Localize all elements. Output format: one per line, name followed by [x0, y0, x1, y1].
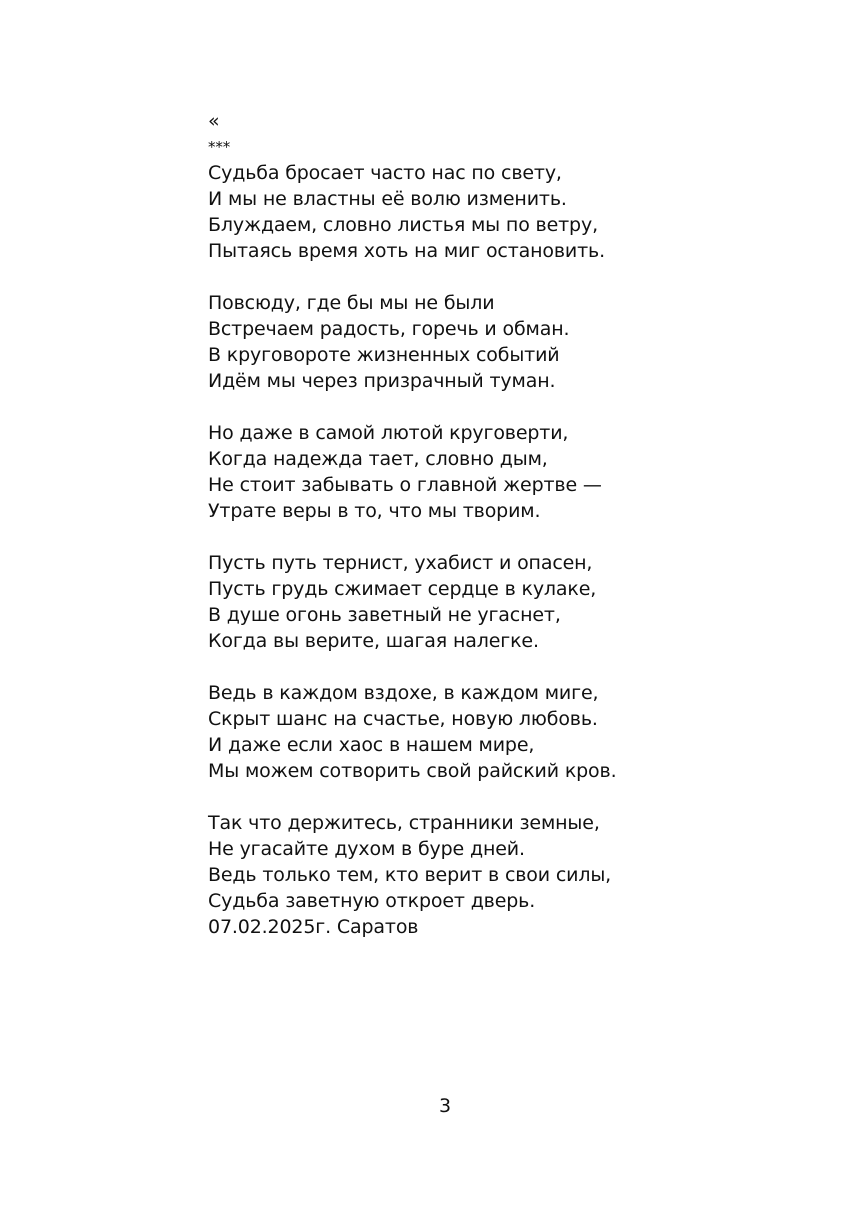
poem	[208, 108, 808, 940]
poem-line: Повсюду, где бы мы не были	[208, 292, 495, 314]
poem-line: Скрыт шанс на счастье, новую любовь.	[208, 708, 598, 730]
stanza	[208, 290, 808, 394]
stanza	[208, 420, 808, 524]
poem-line: Утрате веры в то, что мы творим.	[208, 500, 541, 522]
poem-line: В круговороте жизненных событий	[208, 344, 560, 366]
page-number: 3	[438, 1095, 452, 1117]
poem-line: Не стоит забывать о главной жертве —	[208, 474, 602, 496]
poem-line: Мы можем сотворить свой райский кров.	[208, 760, 617, 782]
date-and-place: 07.02.2025г. Саратов	[208, 916, 419, 938]
poem-line: Идём мы через призрачный туман.	[208, 370, 556, 392]
poem-line: Не угасайте духом в буре дней.	[208, 838, 525, 860]
poem-line: И мы не властны её волю изменить.	[208, 188, 567, 210]
poem-line: Пусть грудь сжимает сердце в кулаке,	[208, 578, 597, 600]
poem-line: Когда надежда тает, словно дым,	[208, 448, 548, 470]
stanza	[208, 680, 808, 784]
poem-line: Но даже в самой лютой круговерти,	[208, 422, 569, 444]
poem-line: Блуждаем, словно листья мы по ветру,	[208, 214, 598, 236]
stanza	[208, 810, 808, 914]
poem-line: Когда вы верите, шагая налегке.	[208, 630, 539, 652]
stanza	[208, 550, 808, 654]
poem-line: Пытаясь время хоть на миг остановить.	[208, 240, 605, 262]
poem-line: Ведь в каждом вздохе, в каждом миге,	[208, 682, 599, 704]
stanza	[208, 160, 808, 264]
poem-line: Встречаем радость, горечь и обман.	[208, 318, 570, 340]
opening-quote-mark: «	[208, 110, 220, 132]
poem-line: В душе огонь заветный не угаснет,	[208, 604, 561, 626]
poem-line: Ведь только тем, кто верит в свои силы,	[208, 864, 612, 886]
poem-line: Судьба заветную откроет дверь.	[208, 890, 536, 912]
poem-line: Так что держитесь, странники земные,	[208, 812, 600, 834]
poem-line: Судьба бросает часто нас по свету,	[208, 162, 562, 184]
poem-line: Пусть путь тернист, ухабист и опасен,	[208, 552, 593, 574]
poem-line: И даже если хаос в нашем мире,	[208, 734, 535, 756]
section-separator: ***	[208, 138, 231, 156]
